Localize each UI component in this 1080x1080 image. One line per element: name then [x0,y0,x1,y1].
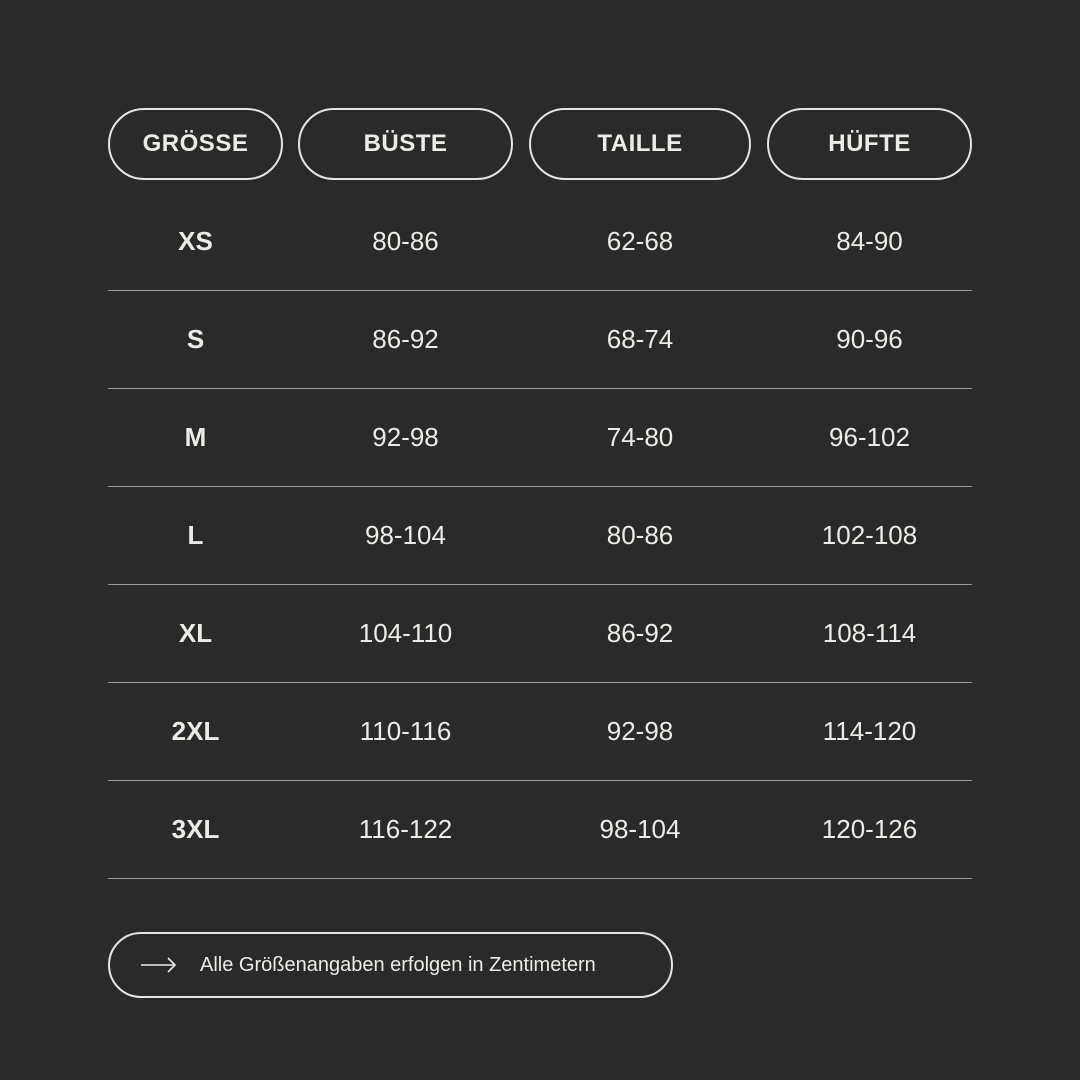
huefte-value: 84-90 [836,226,903,256]
size-table [108,193,972,879]
huefte-value: 102-108 [821,520,918,550]
table-row [108,193,972,291]
taille-value: 68-74 [606,324,674,354]
huefte-value: 120-126 [821,814,918,844]
taille-value: 74-80 [606,422,674,452]
buste-value: 104-110 [358,618,453,648]
huefte-value: 114-120 [822,716,917,746]
table-row [108,585,972,683]
buste-value: 116-122 [358,814,453,844]
table-row [108,683,972,781]
table-row [108,291,972,389]
huefte-value: 108-114 [822,618,917,648]
taille-value: 80-86 [606,520,674,550]
taille-value: 92-98 [606,716,674,746]
taille-value: 86-92 [606,618,674,648]
size-label: M [184,422,207,452]
table-row [108,389,972,487]
header-taille: TAILLE [529,108,751,180]
size-label: 2XL [171,716,220,746]
header-huefte: HÜFTE [767,108,972,180]
arrow-right-icon [140,955,178,975]
taille-value: 98-104 [599,814,681,844]
size-label: L [187,520,204,550]
units-note-text: Alle Größenangaben erfolgen in Zentimetern [200,953,596,976]
size-label: XL [178,618,213,648]
size-label: S [186,324,205,354]
huefte-value: 96-102 [829,422,910,452]
table-row [108,781,972,879]
size-label: XS [178,226,213,256]
buste-value: 92-98 [372,422,439,452]
buste-value: 110-116 [359,716,452,746]
header-groesse: GRÖSSE [108,108,283,180]
units-note [108,932,673,998]
huefte-value: 90-96 [836,324,903,354]
taille-value: 62-68 [606,226,674,256]
size-label: 3XL [171,814,220,844]
header-buste: BÜSTE [298,108,513,180]
buste-value: 86-92 [372,324,439,354]
buste-value: 98-104 [365,520,446,550]
table-row [108,487,972,585]
buste-value: 80-86 [372,226,439,256]
